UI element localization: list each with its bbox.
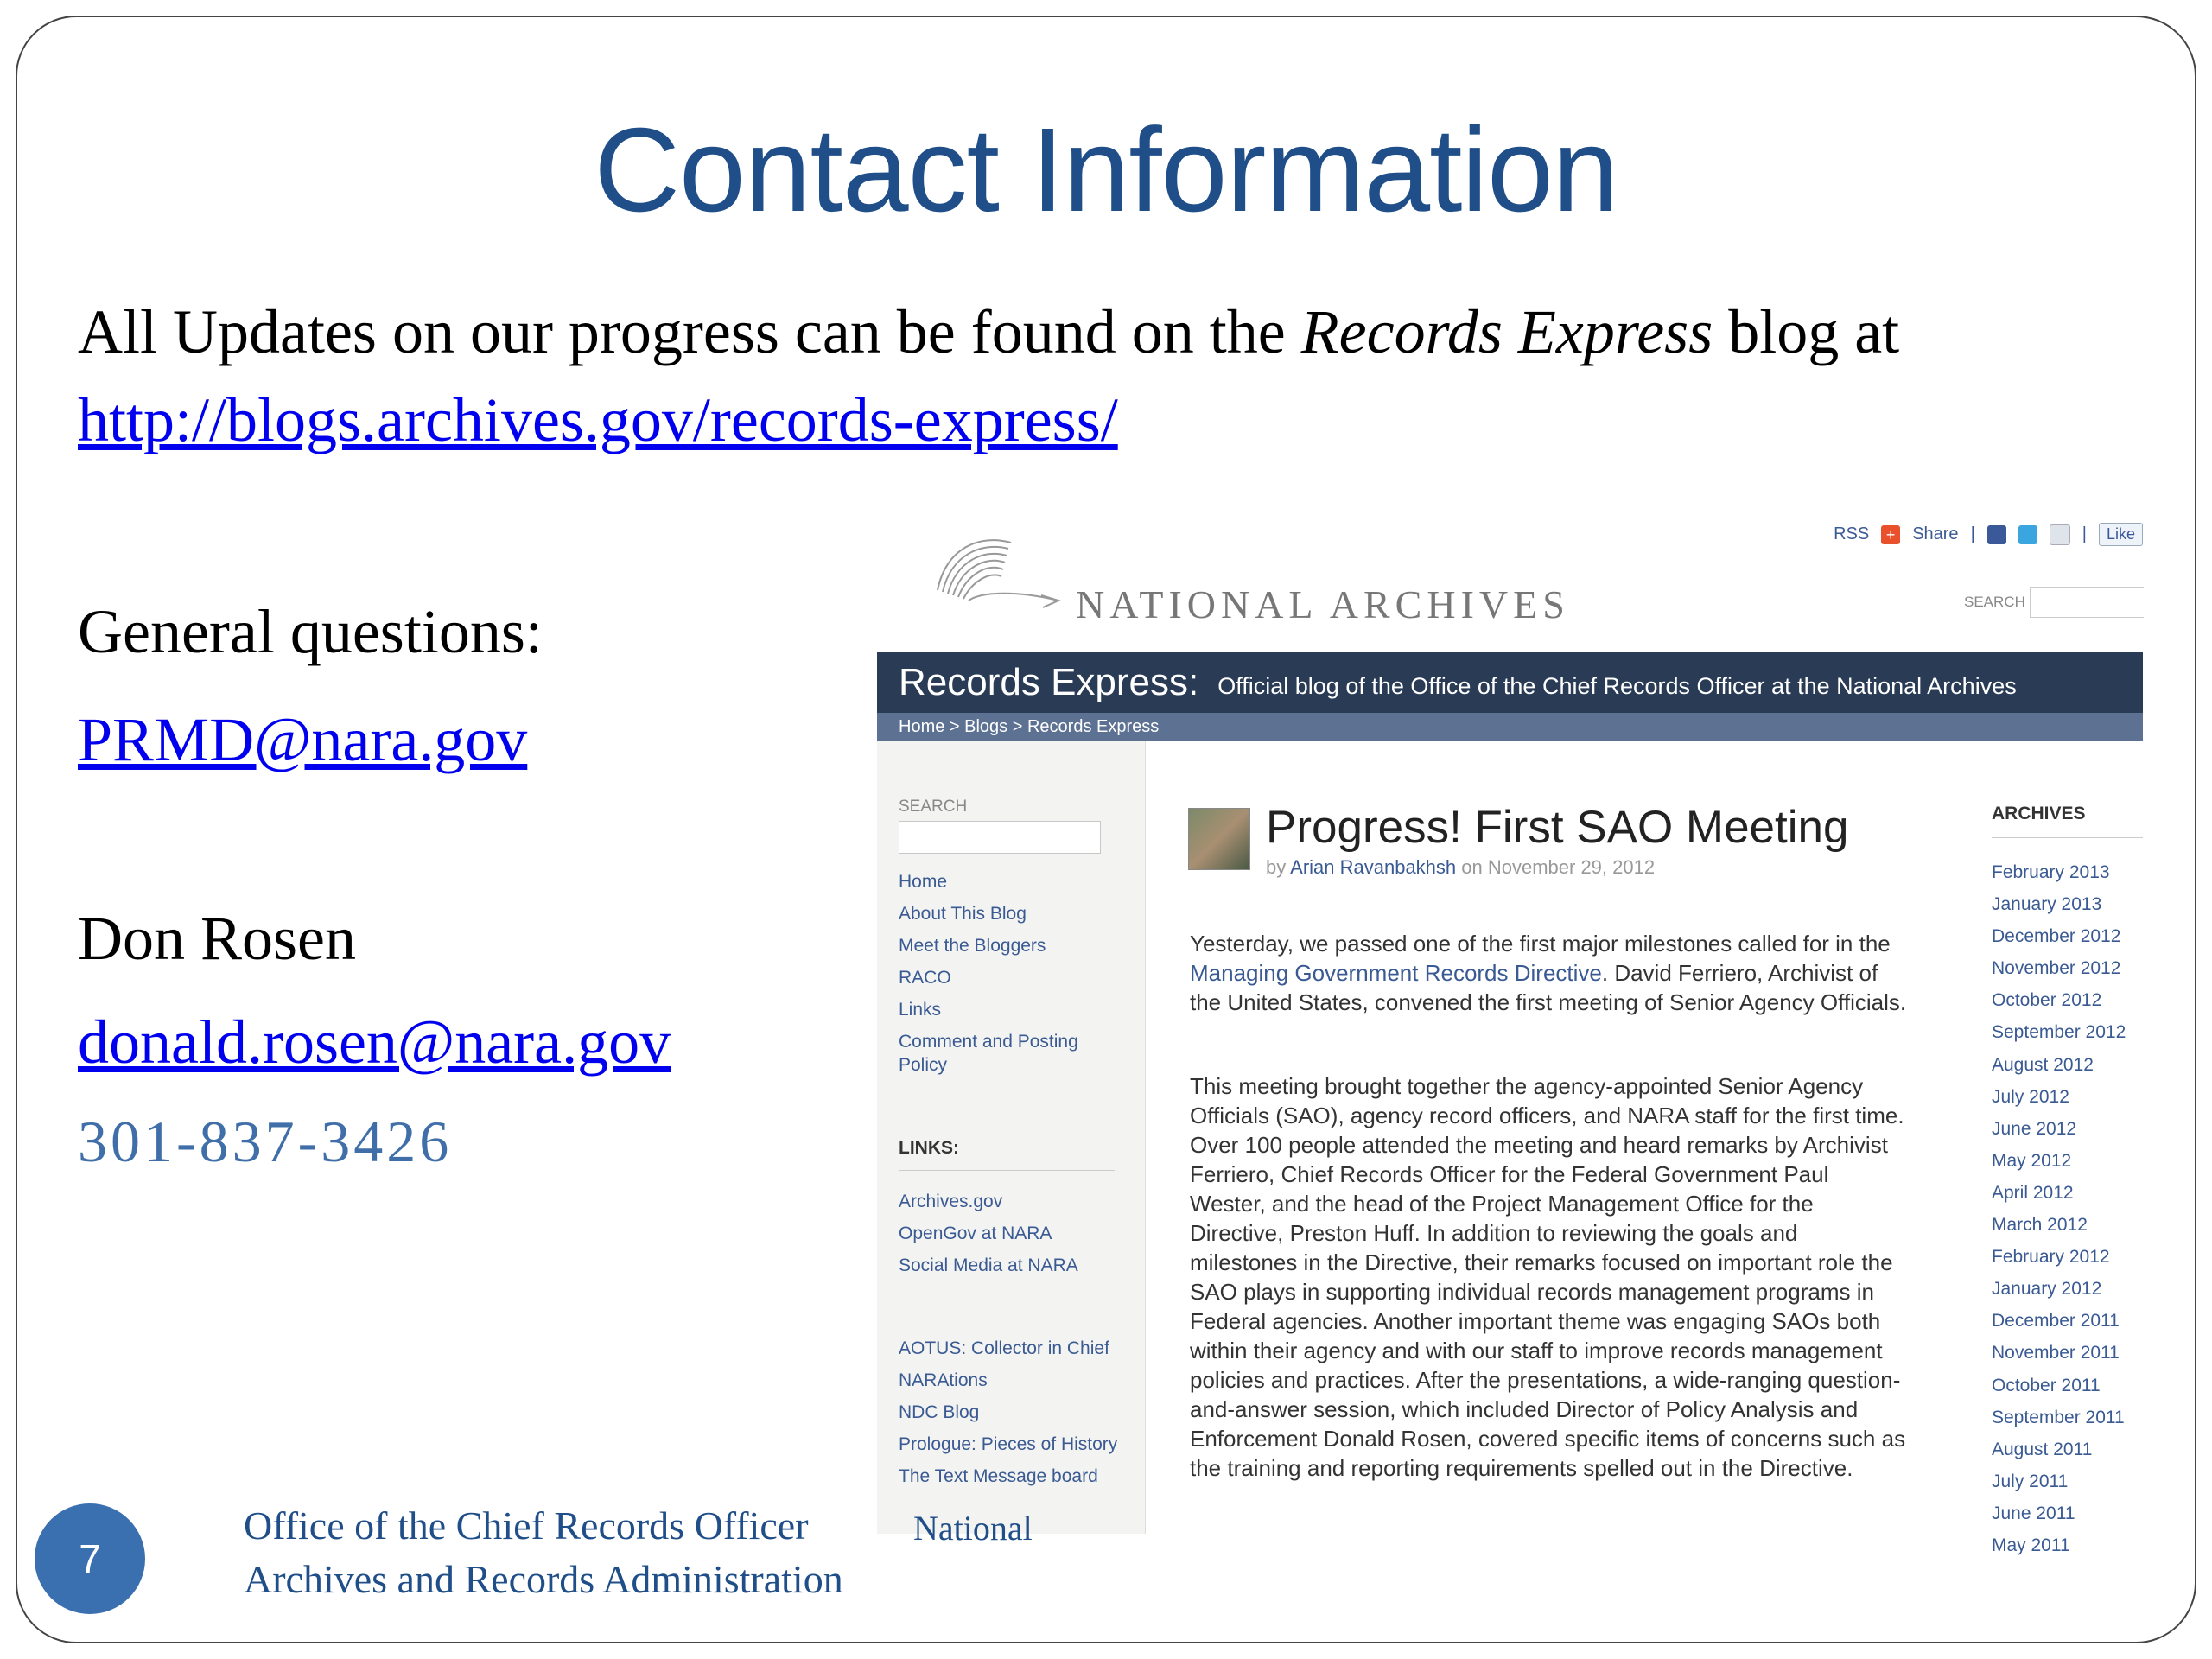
blog-url-link[interactable]: http://blogs.archives.gov/records-express/ bbox=[78, 385, 1118, 454]
directive-link[interactable]: Managing Government Records Directive bbox=[1190, 960, 1602, 986]
archive-link[interactable]: June 2011 bbox=[1992, 1503, 2075, 1523]
archive-link[interactable]: October 2012 bbox=[1992, 990, 2102, 1011]
footer-line-1: Office of the Chief Records Officer bbox=[244, 1503, 809, 1548]
breadcrumb-text[interactable]: Home > Blogs > Records Express bbox=[899, 717, 1160, 736]
link-opengov[interactable]: OpenGov at NARA bbox=[899, 1224, 1052, 1243]
post-paragraph-1 bbox=[1190, 929, 1907, 1017]
post-title[interactable]: Progress! First SAO Meeting bbox=[1266, 802, 1849, 853]
links-heading: LINKS: bbox=[899, 1138, 959, 1158]
link-text-message[interactable]: The Text Message board bbox=[899, 1466, 1098, 1486]
intro-text bbox=[78, 292, 1899, 373]
sidebar-search-input[interactable] bbox=[899, 821, 1101, 854]
archive-link[interactable]: August 2012 bbox=[1992, 1054, 2094, 1075]
share-plus-icon: + bbox=[1881, 525, 1900, 544]
sidebar-nav-raco[interactable]: RACO bbox=[899, 968, 951, 988]
post-date: on November 29, 2012 bbox=[1456, 856, 1656, 878]
general-questions-label: General questions: bbox=[78, 597, 543, 666]
email-icon[interactable] bbox=[2050, 524, 2070, 545]
banner-subtitle: Official blog of the Office of the Chief Records Officer at the National Archives bbox=[1217, 672, 2017, 699]
blogs-list bbox=[899, 1337, 1123, 1497]
link-social-media[interactable]: Social Media at NARA bbox=[899, 1255, 1078, 1275]
archive-link[interactable]: May 2012 bbox=[1992, 1150, 2072, 1171]
link-prologue[interactable]: Prologue: Pieces of History bbox=[899, 1434, 1118, 1454]
links-list bbox=[899, 1190, 1123, 1286]
sidebar-nav-bloggers[interactable]: Meet the Bloggers bbox=[899, 936, 1046, 956]
blog-toolbar bbox=[1834, 523, 2143, 546]
blog-banner bbox=[877, 652, 2143, 713]
p1-text-a: Yesterday, we passed one of the first major milestones called for in the bbox=[1190, 931, 1891, 957]
share-link[interactable]: Share bbox=[1912, 524, 1959, 543]
national-archives-logo-text: NATIONAL ARCHIVES bbox=[1076, 582, 1570, 626]
archives-heading: ARCHIVES bbox=[1992, 804, 2086, 823]
byline-by: by bbox=[1266, 856, 1291, 878]
contact-phone: 301-837-3426 bbox=[78, 1109, 453, 1174]
archives-divider bbox=[1992, 837, 2143, 838]
archive-link[interactable]: July 2012 bbox=[1992, 1086, 2069, 1107]
toolbar-separator: | bbox=[1970, 524, 1975, 543]
top-search-input[interactable] bbox=[2030, 587, 2144, 618]
archive-link[interactable]: September 2011 bbox=[1992, 1407, 2125, 1427]
archive-link[interactable]: November 2011 bbox=[1992, 1343, 2120, 1363]
archive-link[interactable]: August 2011 bbox=[1992, 1439, 2093, 1459]
sidebar-nav-about[interactable]: About This Blog bbox=[899, 904, 1027, 924]
slide-footer bbox=[244, 1499, 843, 1606]
like-button[interactable] bbox=[2099, 523, 2143, 546]
toolbar-separator-2: | bbox=[2082, 524, 2087, 543]
contact-email-link[interactable]: donald.rosen@nara.gov bbox=[78, 1007, 671, 1077]
archive-link[interactable]: November 2012 bbox=[1992, 958, 2121, 979]
archive-link[interactable]: June 2012 bbox=[1992, 1118, 2077, 1139]
archives-list bbox=[1992, 856, 2126, 1561]
breadcrumb bbox=[877, 713, 2143, 741]
p1-text-b: . David Ferriero, Archivist of the United States, convened the first meeting of Senior Agency Officials. bbox=[1190, 960, 1907, 1015]
sidebar-nav-home[interactable]: Home bbox=[899, 872, 948, 892]
banner-title: Records Express: bbox=[899, 661, 1199, 703]
archive-link[interactable]: January 2012 bbox=[1992, 1279, 2102, 1300]
post-paragraph-2: This meeting brought together the agency-appointed Senior Agency Officials (SAO), agency record officers, and NARA staff for the first time. Over 100 people attended the meeting and heard remarks by Archivist Ferriero, Chief Records Officer for the Federal Government Paul Wester, and the head of the Project Management Office for the Directive, Preston Huff. In addition to reviewing the goals and milestones in the Directive, their remarks focused on important role the SAO plays in supporting individual records management programs in Federal agencies. Another important theme was engaging SAOs both within their agency and with our staff to improve records management policies and practices. After the presentations, a wide-ranging question-and-answer session, which included Director of Policy Analysis and Enforcement Donald Rosen, covered specific items of concerns such as the training and reporting requirements spelled out in the Directive. bbox=[1190, 1073, 1906, 1481]
footer-overlay-text: National bbox=[913, 1509, 1033, 1548]
intro-before: All Updates on our progress can be found on the bbox=[78, 297, 1301, 366]
intro-after: blog at bbox=[1713, 297, 1900, 366]
link-ndc-blog[interactable]: NDC Blog bbox=[899, 1402, 980, 1422]
link-archives-gov[interactable]: Archives.gov bbox=[899, 1192, 1003, 1211]
archive-link[interactable]: March 2012 bbox=[1992, 1215, 2088, 1236]
intro-italic: Records Express bbox=[1300, 297, 1713, 366]
author-link[interactable]: Arian Ravanbakhsh bbox=[1290, 856, 1457, 878]
author-avatar bbox=[1188, 808, 1250, 870]
twitter-icon[interactable] bbox=[2018, 525, 2037, 544]
archive-link[interactable]: January 2013 bbox=[1992, 894, 2102, 915]
slide-title: Contact Information bbox=[594, 104, 1618, 237]
archive-link[interactable]: December 2012 bbox=[1992, 926, 2121, 947]
eagle-logo-icon bbox=[929, 530, 1067, 616]
sidebar-nav-links[interactable]: Links bbox=[899, 1000, 942, 1020]
archive-link[interactable]: February 2013 bbox=[1992, 862, 2110, 882]
archive-link[interactable]: October 2011 bbox=[1992, 1375, 2101, 1395]
like-label: Like bbox=[2106, 525, 2135, 543]
footer-line-2: Archives and Records Administration bbox=[244, 1557, 843, 1601]
archive-link[interactable]: September 2012 bbox=[1992, 1022, 2126, 1043]
post-byline bbox=[1266, 856, 1655, 879]
sidebar-search-label: SEARCH bbox=[899, 798, 968, 816]
top-search-label: SEARCH bbox=[1964, 594, 2025, 610]
rss-link[interactable]: RSS bbox=[1834, 524, 1870, 543]
contact-name: Don Rosen bbox=[78, 904, 356, 973]
archive-link[interactable]: July 2011 bbox=[1992, 1471, 2069, 1491]
sidebar-nav bbox=[899, 870, 1123, 1085]
link-aotus[interactable]: AOTUS: Collector in Chief bbox=[899, 1338, 1109, 1358]
blog-screenshot bbox=[877, 514, 2143, 1555]
facebook-icon[interactable] bbox=[1987, 525, 2006, 544]
page-number-badge: 7 bbox=[35, 1503, 145, 1614]
archive-link[interactable]: February 2012 bbox=[1992, 1247, 2110, 1268]
archive-link[interactable]: May 2011 bbox=[1992, 1535, 2070, 1555]
general-email-link[interactable]: PRMD@nara.gov bbox=[78, 705, 528, 774]
blog-sidebar bbox=[877, 741, 1146, 1534]
archive-link[interactable]: April 2012 bbox=[1992, 1182, 2074, 1203]
links-divider bbox=[899, 1170, 1115, 1171]
sidebar-nav-policy[interactable]: Comment and Posting Policy bbox=[899, 1032, 1078, 1075]
link-narations[interactable]: NARAtions bbox=[899, 1370, 988, 1390]
archive-link[interactable]: December 2011 bbox=[1992, 1311, 2120, 1332]
